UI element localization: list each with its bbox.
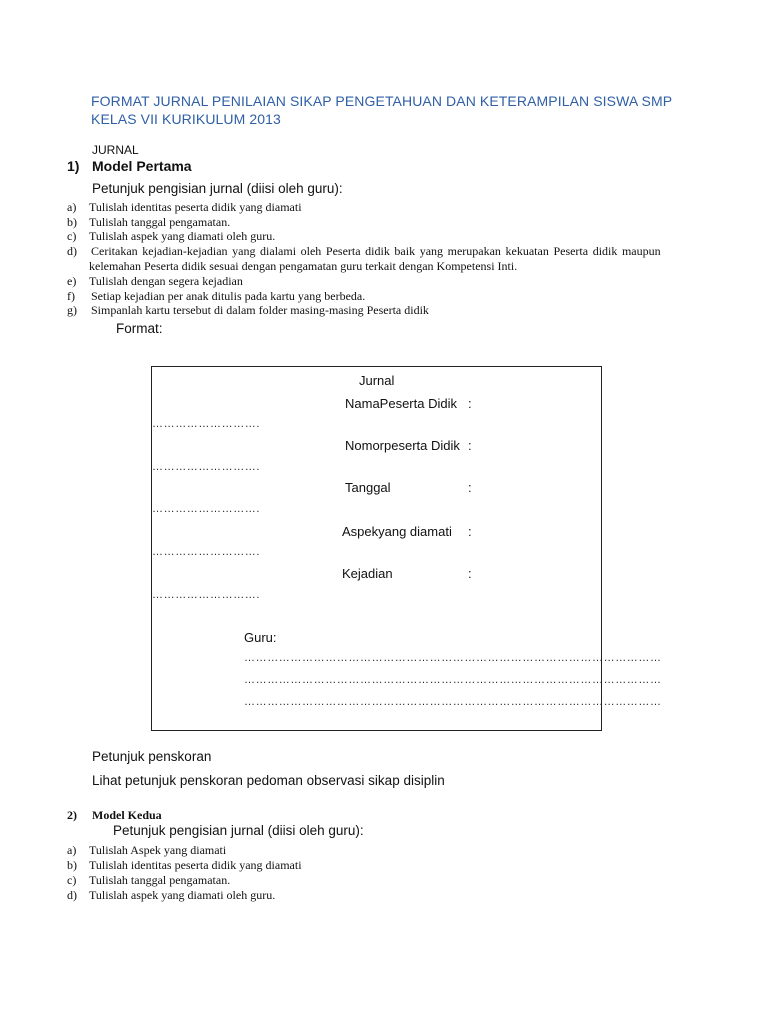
model2-heading: Model Kedua	[92, 808, 162, 822]
list-item-label: d)	[67, 244, 77, 258]
list-item-text: Tulislah aspek yang diamati oleh guru.	[89, 229, 276, 243]
field-label-name: NamaPeserta Didik	[345, 396, 457, 411]
list-item-label: c)	[67, 229, 77, 243]
list-item-text: Tulislah tanggal pengamatan.	[89, 873, 231, 887]
list-item-text: Tulislah aspek yang diamati oleh guru.	[89, 888, 276, 902]
list-item-text: Setiap kejadian per anak ditulis pada kartu yang berbeda.	[91, 288, 366, 303]
list-item-text: Simpanlah kartu tersebut di dalam folder masing-masing Peserta didik	[91, 303, 429, 317]
guru-dots-line-3: ………………………………………………………………………………………………	[244, 696, 662, 708]
format-label: Format:	[116, 321, 163, 336]
list-item-label: a)	[67, 843, 77, 857]
field-dots-name: ……………………….	[152, 418, 261, 430]
form-title: Jurnal	[359, 373, 395, 388]
field-colon: :	[468, 524, 472, 539]
document-title-line-2: KELAS VII KURIKULUM 2013	[91, 111, 281, 127]
list-item-text: kelemahan Peserta didik sesuai dengan pengamatan guru terkait dengan Kompetensi Inti.	[89, 259, 518, 273]
field-dots-event: ……………………….	[152, 589, 261, 601]
field-dots-date: ……………………….	[152, 503, 261, 515]
list-item-label: c)	[67, 873, 77, 887]
list-item-text: Ceritakan kejadian-kejadian yang dialami oleh Peserta didik baik yang merupakan kekuatan Peserta didik maupun	[91, 244, 661, 258]
model1-instruction: Petunjuk pengisian jurnal (diisi oleh guru):	[92, 181, 343, 196]
guru-dots-line-1: ………………………………………………………………………………………………	[244, 652, 662, 664]
field-dots-aspect: ……………………….	[152, 546, 261, 558]
scoring-heading: Petunjuk penskoran	[92, 749, 212, 764]
model2-number: 2)	[67, 808, 77, 822]
field-label-aspect: Aspekyang diamati	[342, 524, 452, 539]
list-item-text: Tulislah tanggal pengamatan.	[89, 214, 231, 229]
list-item-text: Tulislah identitas peserta didik yang diamati	[89, 858, 302, 872]
field-dots-number: ……………………….	[152, 461, 261, 473]
list-item-label: e)	[67, 273, 77, 288]
scoring-text: Lihat petunjuk penskoran pedoman observasi sikap disiplin	[92, 773, 445, 788]
journal-subtitle: JURNAL	[92, 143, 139, 157]
list-item-text: Tulislah dengan segera kejadian	[89, 273, 243, 288]
journal-form-card	[151, 366, 662, 731]
list-item-label: b)	[67, 858, 77, 872]
field-colon: :	[468, 438, 472, 453]
list-item-label: d)	[67, 888, 77, 902]
guru-label: Guru:	[244, 630, 277, 645]
list-item-text: Tulislah identitas peserta didik yang diamati	[89, 200, 302, 214]
document-title-line-1: FORMAT JURNAL PENILAIAN SIKAP PENGETAHUAN DAN KETERAMPILAN SISWA SMP	[91, 93, 673, 109]
list-item-text: Tulislah Aspek yang diamati	[89, 843, 227, 857]
field-colon: :	[468, 480, 472, 495]
field-colon: :	[468, 396, 472, 411]
field-colon: :	[468, 566, 472, 581]
list-item-label: f)	[67, 288, 75, 303]
list-item-label: a)	[67, 200, 77, 214]
list-item-label: b)	[67, 214, 77, 229]
field-label-date: Tanggal	[345, 480, 391, 495]
guru-dots-line-2: ………………………………………………………………………………………………	[244, 674, 662, 686]
field-label-event: Kejadian	[342, 566, 393, 581]
model1-number: 1)	[67, 158, 80, 174]
model1-heading: Model Pertama	[92, 158, 192, 174]
model2-instruction: Petunjuk pengisian jurnal (diisi oleh guru):	[113, 823, 364, 838]
field-label-number: Nomorpeserta Didik	[345, 438, 460, 453]
list-item-label: g)	[67, 303, 77, 317]
